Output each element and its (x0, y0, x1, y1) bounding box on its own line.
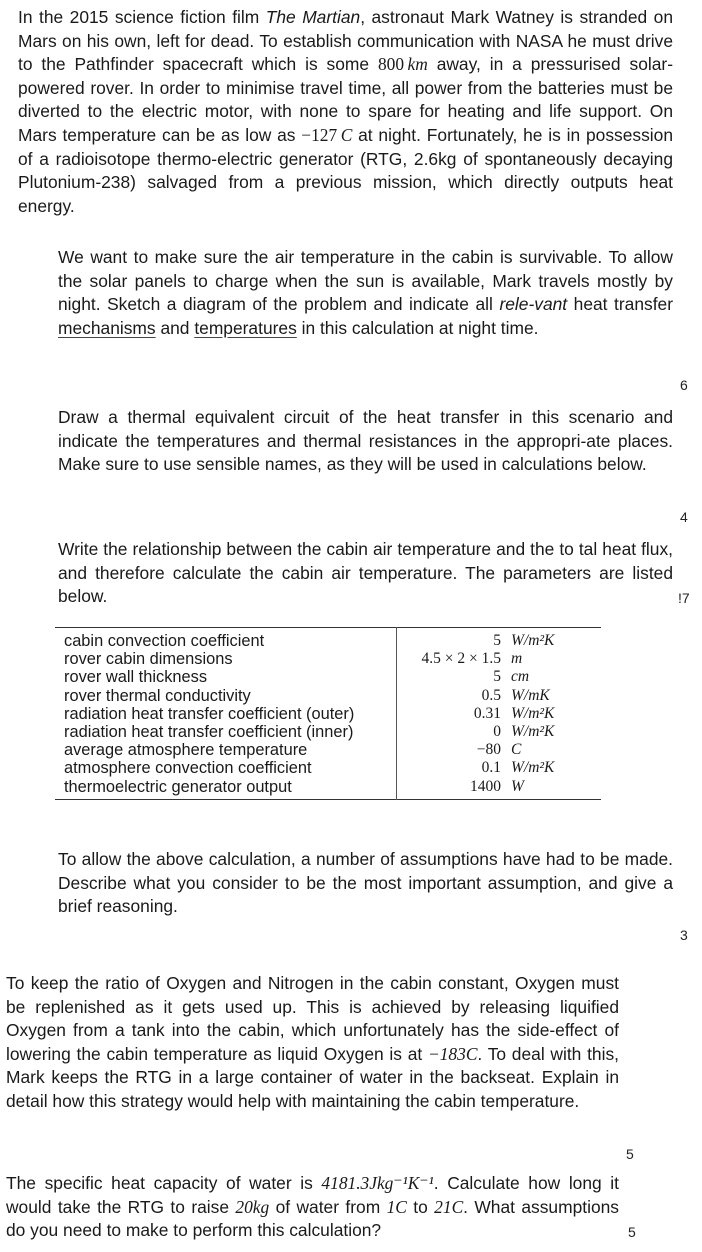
table-row (55, 723, 601, 741)
parameter-table (55, 627, 601, 800)
param-value: 0.31 (473, 704, 501, 722)
param-label: radiation heat transfer coefficient (outer) (55, 705, 397, 723)
param-unit: C (511, 741, 522, 759)
question-1 (58, 246, 673, 340)
param-unit: cm (511, 668, 530, 686)
param-value: 5 (493, 668, 501, 686)
table-row (55, 759, 601, 777)
param-label: radiation heat transfer coefficient (inner) (55, 723, 397, 741)
intro-paragraph (18, 6, 673, 218)
intro-text: at night. Fortunately, he is in possession of a radioisotope thermo-electric generator (RTG, 2.6kg of spontaneously decaying Plutonium-238) salvaged from a previous mission, which directly outputs heat energy. (18, 124, 673, 216)
question-text: . What assumptions do you need to make to perform this calculation? (6, 1196, 619, 1241)
oxygen-temperature: −183C (428, 1043, 478, 1064)
param-unit: W/m²K (511, 759, 555, 777)
question-text: We want to make sure the air temperature in the cabin is survivable. To allow the solar panels to charge when the sun is available, Mark travels mostly by night. Sketch a diagram of the problem and indicate all (58, 247, 673, 315)
param-label: rover wall thickness (55, 668, 397, 686)
param-value: −80 (476, 741, 501, 759)
mark-q1: 6 (680, 377, 688, 393)
question-text: The specific heat capacity of water is (6, 1173, 322, 1193)
start-temperature: 1C (386, 1196, 407, 1217)
param-label: rover cabin dimensions (55, 650, 397, 668)
table-row (55, 778, 601, 800)
intro-text: away, in a pressurised solar-powered rover. In order to minimise travel time, all power from the batteries must be diverted to the electric motor, with none to spare for heating and life support. On Mars temperature can be as low as (18, 54, 673, 145)
end-temperature: 21C (434, 1196, 464, 1217)
param-unit: W/mK (511, 686, 550, 704)
param-label: cabin convection coefficient (55, 628, 397, 651)
param-unit: W (511, 777, 524, 795)
param-label: rover thermal conductivity (55, 687, 397, 705)
question-text: to (406, 1196, 435, 1217)
question-4: To allow the above calculation, a number of assumptions have had to be made. Describe what you consider to be the most important assumption, and give a brief reasoning. (58, 849, 673, 917)
param-label: thermoelectric generator output (55, 778, 397, 800)
question-5 (6, 972, 619, 1114)
table-row (55, 628, 601, 651)
table-row (55, 741, 601, 759)
intro-text: In the 2015 science fiction film (18, 7, 266, 27)
underlined-text: temperatures (194, 317, 297, 338)
distance-value: 800 (377, 54, 405, 75)
film-title: The Martian (265, 7, 361, 27)
mark-q3: !7 (678, 590, 690, 606)
param-unit: W/m²K (511, 704, 555, 722)
mark-q2: 4 (680, 509, 688, 525)
question-6 (6, 1172, 619, 1243)
temperature-unit: C (340, 124, 353, 145)
emphasis-text: rele-vant (499, 294, 568, 315)
question-text: and (155, 317, 195, 338)
mark-q4: 3 (680, 927, 688, 943)
temperature-value: −127 (301, 124, 338, 145)
table-row (55, 687, 601, 705)
param-unit: m (511, 650, 523, 668)
question-3: Write the relationship between the cabin air temperature and the to tal heat flux, and therefore calculate the cabin air temperature. The parameters are listed below. (58, 539, 673, 607)
mark-q6: 5 (628, 1224, 636, 1240)
question-text: To keep the ratio of Oxygen and Nitrogen in the cabin constant, Oxygen must be replenished as it gets used up. This is achieved by releasing liquified Oxygen from a tank into the cabin, which unfortunately has the side-effect of lowering the cabin temperature as liquid Oxygen is at (6, 973, 619, 1064)
underlined-text: mechanisms (58, 317, 156, 338)
param-unit: W/m²K (511, 723, 555, 741)
param-value: 5 (493, 632, 501, 650)
table-row (55, 668, 601, 686)
param-value: 4.5 × 2 × 1.5 (421, 650, 501, 668)
param-value: 0.1 (481, 759, 501, 777)
question-text: . To deal with this, Mark keeps the RTG in a large container of water in the backseat. Explain in detail how this strategy would help with maintaining the cabin temperature. (6, 1043, 619, 1111)
question-text: . Calculate how long it would take the RTG to raise (6, 1173, 619, 1217)
table-row (55, 705, 601, 723)
mark-q5: 5 (626, 1146, 634, 1162)
intro-text: , astronaut Mark Watney is stranded on Mars on his own, left for dead. To establish communication with NASA he must drive to the Pathfinder spacecraft which is some (18, 7, 673, 75)
distance-unit: km (407, 54, 428, 75)
param-label: atmosphere convection coefficient (55, 759, 397, 777)
question-text: heat transfer (567, 294, 674, 315)
water-mass: 20kg (235, 1196, 270, 1217)
param-value: 0 (493, 723, 501, 741)
table-row (55, 650, 601, 668)
param-label: average atmosphere temperature (55, 741, 397, 759)
param-value: 0.5 (481, 686, 501, 704)
param-value: 1400 (470, 777, 501, 795)
question-text: of water from (269, 1196, 387, 1217)
question-text: in this calculation at night time. (296, 317, 539, 338)
question-2: Draw a thermal equivalent circuit of the heat transfer in this scenario and indicate the temperatures and thermal resistances in the appropri-ate places. Make sure to use sensible names, as they will be used in calculations below. (58, 407, 673, 475)
heat-capacity-value: 4181.3Jkg⁻¹K⁻¹ (321, 1173, 434, 1193)
param-unit: W/m²K (511, 632, 555, 650)
